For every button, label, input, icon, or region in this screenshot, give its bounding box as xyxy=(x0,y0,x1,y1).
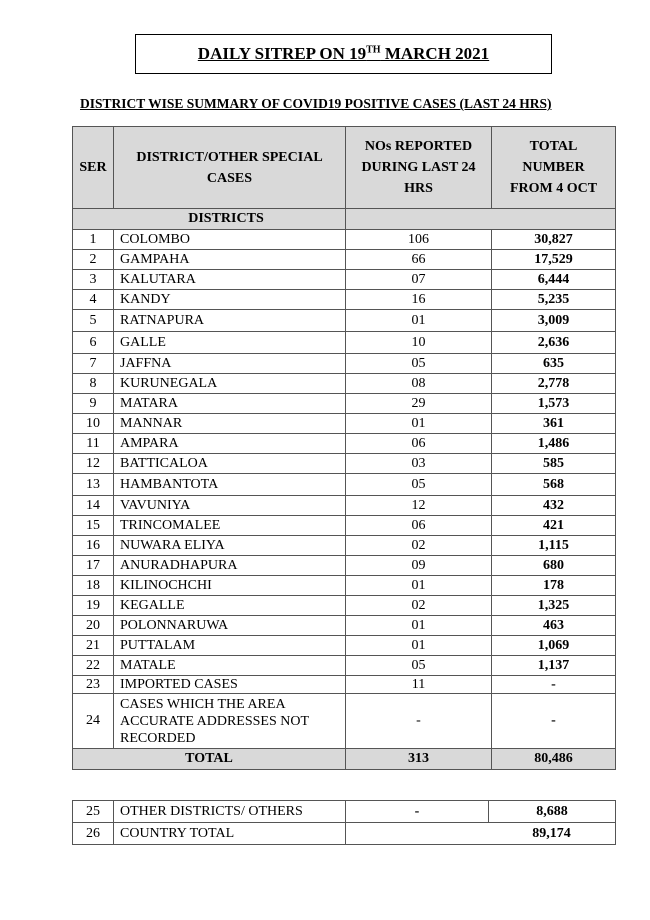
row-district-name: GALLE xyxy=(114,332,346,354)
row-reported: 11 xyxy=(346,676,492,694)
row-total: 1,137 xyxy=(492,656,616,676)
row-district-name: HAMBANTOTA xyxy=(114,474,346,496)
row-ser: 5 xyxy=(73,310,114,332)
row-ser: 8 xyxy=(73,374,114,394)
section-empty xyxy=(346,209,616,230)
row-total: 1,115 xyxy=(492,536,616,556)
row-total: 1,325 xyxy=(492,596,616,616)
row-ser: 16 xyxy=(73,536,114,556)
row-district-name: AMPARA xyxy=(114,434,346,454)
table-row xyxy=(73,374,616,394)
row-district-name: PUTTALAM xyxy=(114,636,346,656)
row-district-name: VAVUNIYA xyxy=(114,496,346,516)
row-total: 6,444 xyxy=(492,270,616,290)
row-ser: 2 xyxy=(73,250,114,270)
table-row xyxy=(73,801,616,823)
row-total: 3,009 xyxy=(492,310,616,332)
row-reported: 09 xyxy=(346,556,492,576)
table-row xyxy=(73,290,616,310)
table-row xyxy=(73,694,616,749)
row-total: 2,778 xyxy=(492,374,616,394)
row-name: COUNTRY TOTAL xyxy=(114,823,346,845)
row-total: 8,688 xyxy=(489,801,616,823)
row-district-name: TRINCOMALEE xyxy=(114,516,346,536)
row-total: - xyxy=(492,676,616,694)
table-row xyxy=(73,823,616,845)
row-ser: 4 xyxy=(73,290,114,310)
row-total: 89,174 xyxy=(346,823,616,845)
row-reported: 01 xyxy=(346,576,492,596)
row-reported: 01 xyxy=(346,636,492,656)
table-row xyxy=(73,496,616,516)
row-reported: 106 xyxy=(346,230,492,250)
row-reported: 29 xyxy=(346,394,492,414)
row-district-name: IMPORTED CASES xyxy=(114,676,346,694)
title-prefix: DAILY SITREP ON 19 xyxy=(197,44,367,63)
row-reported: 01 xyxy=(346,414,492,434)
title-superscript: TH xyxy=(366,44,381,56)
row-ser: 24 xyxy=(73,694,114,749)
report-title-box xyxy=(135,34,552,74)
row-total: 5,235 xyxy=(492,290,616,310)
total-value: 80,486 xyxy=(492,749,616,770)
row-ser: 3 xyxy=(73,270,114,290)
row-ser: 26 xyxy=(73,823,114,845)
row-ser: 7 xyxy=(73,354,114,374)
row-reported: 05 xyxy=(346,474,492,496)
table-row xyxy=(73,454,616,474)
row-district-name: COLOMBO xyxy=(114,230,346,250)
table-row xyxy=(73,516,616,536)
row-district-name: POLONNARUWA xyxy=(114,616,346,636)
row-district-name: KURUNEGALA xyxy=(114,374,346,394)
row-ser: 14 xyxy=(73,496,114,516)
row-district-name: KEGALLE xyxy=(114,596,346,616)
row-district-name: MATALE xyxy=(114,656,346,676)
row-ser: 23 xyxy=(73,676,114,694)
row-total: 17,529 xyxy=(492,250,616,270)
table-row xyxy=(73,230,616,250)
table-row xyxy=(73,536,616,556)
table-row xyxy=(73,354,616,374)
row-district-name: RATNAPURA xyxy=(114,310,346,332)
title-suffix: MARCH 2021 xyxy=(380,44,490,63)
table-header-row xyxy=(73,127,616,209)
report-subtitle: DISTRICT WISE SUMMARY OF COVID19 POSITIVE CASES (LAST 24 HRS) xyxy=(80,96,552,111)
row-district-name: NUWARA ELIYA xyxy=(114,536,346,556)
row-ser: 6 xyxy=(73,332,114,354)
row-ser: 13 xyxy=(73,474,114,496)
row-ser: 10 xyxy=(73,414,114,434)
total-reported: 313 xyxy=(346,749,492,770)
table-row xyxy=(73,474,616,496)
row-reported: 01 xyxy=(346,310,492,332)
row-ser: 11 xyxy=(73,434,114,454)
section-label: DISTRICTS xyxy=(73,209,346,230)
table-row xyxy=(73,656,616,676)
row-reported: 66 xyxy=(346,250,492,270)
row-reported: 05 xyxy=(346,656,492,676)
row-reported: 07 xyxy=(346,270,492,290)
row-ser: 12 xyxy=(73,454,114,474)
row-reported: 02 xyxy=(346,596,492,616)
row-district-name: BATTICALOA xyxy=(114,454,346,474)
header-reported: NOs REPORTED DURING LAST 24 HRS xyxy=(346,127,492,209)
row-reported: 03 xyxy=(346,454,492,474)
row-district-name: MANNAR xyxy=(114,414,346,434)
row-name: OTHER DISTRICTS/ OTHERS xyxy=(114,801,346,823)
row-reported: 01 xyxy=(346,616,492,636)
row-reported: 12 xyxy=(346,496,492,516)
row-total: 585 xyxy=(492,454,616,474)
row-ser: 22 xyxy=(73,656,114,676)
table-row xyxy=(73,576,616,596)
row-ser: 25 xyxy=(73,801,114,823)
row-total: 1,486 xyxy=(492,434,616,454)
row-total: 568 xyxy=(492,474,616,496)
row-ser: 20 xyxy=(73,616,114,636)
row-total: 680 xyxy=(492,556,616,576)
report-title xyxy=(198,44,489,64)
row-reported: 10 xyxy=(346,332,492,354)
table-row xyxy=(73,250,616,270)
row-ser: 9 xyxy=(73,394,114,414)
row-total: 30,827 xyxy=(492,230,616,250)
row-reported: - xyxy=(346,694,492,749)
header-total: TOTAL NUMBER FROM 4 OCT xyxy=(492,127,616,209)
total-label: TOTAL xyxy=(73,749,346,770)
table-row xyxy=(73,596,616,616)
row-district-name: ANURADHAPURA xyxy=(114,556,346,576)
table-row xyxy=(73,676,616,694)
row-total: 432 xyxy=(492,496,616,516)
table-row xyxy=(73,394,616,414)
row-reported: 05 xyxy=(346,354,492,374)
row-reported: 02 xyxy=(346,536,492,556)
row-ser: 21 xyxy=(73,636,114,656)
row-total: 2,636 xyxy=(492,332,616,354)
row-ser: 19 xyxy=(73,596,114,616)
row-ser: 18 xyxy=(73,576,114,596)
row-ser: 1 xyxy=(73,230,114,250)
row-total: 1,573 xyxy=(492,394,616,414)
header-ser: SER xyxy=(73,127,114,209)
table-row xyxy=(73,414,616,434)
row-district-name: MATARA xyxy=(114,394,346,414)
section-row xyxy=(73,209,616,230)
table-row xyxy=(73,310,616,332)
row-district-name: GAMPAHA xyxy=(114,250,346,270)
additional-cases-table xyxy=(72,800,616,845)
table-row xyxy=(73,556,616,576)
row-total: - xyxy=(492,694,616,749)
row-total: 178 xyxy=(492,576,616,596)
row-reported: 16 xyxy=(346,290,492,310)
row-total: 1,069 xyxy=(492,636,616,656)
row-district-name: KALUTARA xyxy=(114,270,346,290)
table-row xyxy=(73,616,616,636)
row-ser: 15 xyxy=(73,516,114,536)
table-row xyxy=(73,332,616,354)
row-district-name: CASES WHICH THE AREA ACCURATE ADDRESSES NOT RECORDED xyxy=(114,694,346,749)
row-total: 463 xyxy=(492,616,616,636)
row-district-name: KILINOCHCHI xyxy=(114,576,346,596)
row-ser: 17 xyxy=(73,556,114,576)
row-reported: 08 xyxy=(346,374,492,394)
row-reported: 06 xyxy=(346,434,492,454)
row-total: 421 xyxy=(492,516,616,536)
table-row xyxy=(73,636,616,656)
table-row xyxy=(73,434,616,454)
district-summary-table xyxy=(72,126,616,770)
table-row xyxy=(73,270,616,290)
row-reported: 06 xyxy=(346,516,492,536)
row-reported: - xyxy=(346,801,489,823)
row-total: 361 xyxy=(492,414,616,434)
row-district-name: KANDY xyxy=(114,290,346,310)
total-row xyxy=(73,749,616,770)
row-district-name: JAFFNA xyxy=(114,354,346,374)
row-total: 635 xyxy=(492,354,616,374)
header-district: DISTRICT/OTHER SPECIAL CASES xyxy=(114,127,346,209)
